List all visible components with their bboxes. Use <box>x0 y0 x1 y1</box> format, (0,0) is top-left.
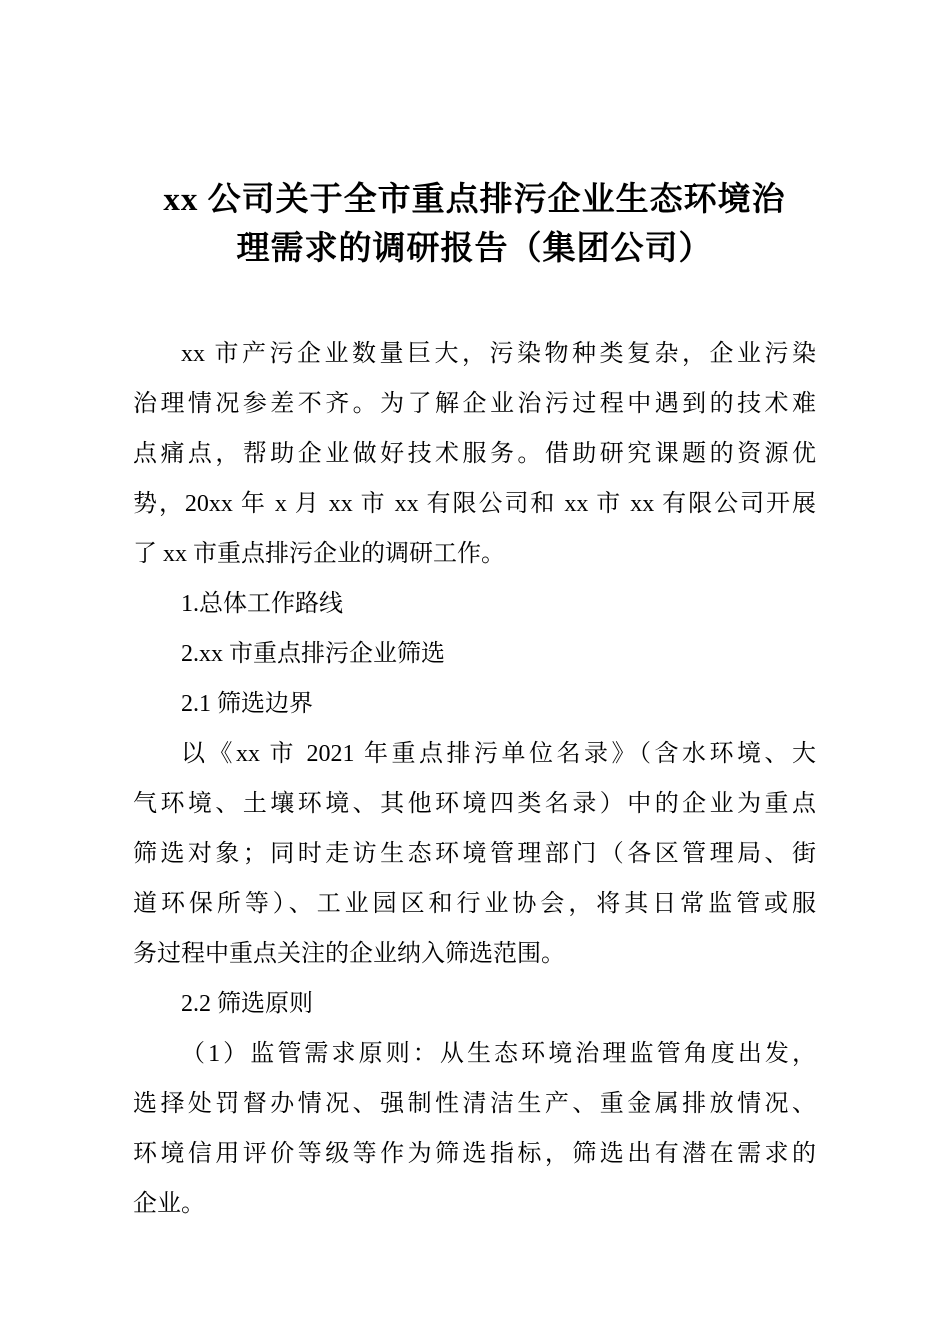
text-line: 环境信用评价等级等作为筛选指标，筛选出有潜在需求的 <box>133 1141 816 1167</box>
text-line: 治理情况参差不齐。为了解企业治污过程中遇到的技术难 <box>133 391 816 417</box>
title-line: xx 公司关于全市重点排污企业生态环境治 <box>163 182 786 218</box>
text-line: 气环境、土壤环境、其他环境四类名录）中的企业为重点 <box>133 791 816 817</box>
document-body <box>133 329 816 1229</box>
document-content <box>133 0 816 1229</box>
text-line: 了 xx 市重点排污企业的调研工作。 <box>133 541 505 567</box>
text-line: 道环保所等）、工业园区和行业协会，将其日常监管或服 <box>133 891 816 917</box>
heading-line: 2.1 筛选边界 <box>181 691 313 717</box>
text-line: 筛选对象；同时走访生态环境管理部门（各区管理局、街 <box>133 841 816 867</box>
text-line: 势，20xx 年 x 月 xx 市 xx 有限公司和 xx 市 xx 有限公司开展 <box>133 491 816 517</box>
heading-line: 1.总体工作路线 <box>181 591 343 617</box>
heading-line: 2.2 筛选原则 <box>181 991 313 1017</box>
text-line: 选择处罚督办情况、强制性清洁生产、重金属排放情况、 <box>133 1091 816 1117</box>
text-line: xx 市产污企业数量巨大，污染物种类复杂，企业污染 <box>181 341 816 367</box>
text-line: 点痛点，帮助企业做好技术服务。借助研究课题的资源优 <box>133 441 816 467</box>
text-line: 以《xx 市 2021 年重点排污单位名录》（含水环境、大 <box>181 741 816 767</box>
heading-line: 2.xx 市重点排污企业筛选 <box>181 641 445 667</box>
text-line: 企业。 <box>133 1191 205 1217</box>
title-line: 理需求的调研报告（集团公司） <box>236 231 713 267</box>
text-line: （1）监管需求原则：从生态环境治理监管角度出发， <box>181 1041 816 1067</box>
document-title <box>133 176 816 274</box>
text-line: 务过程中重点关注的企业纳入筛选范围。 <box>133 941 565 967</box>
